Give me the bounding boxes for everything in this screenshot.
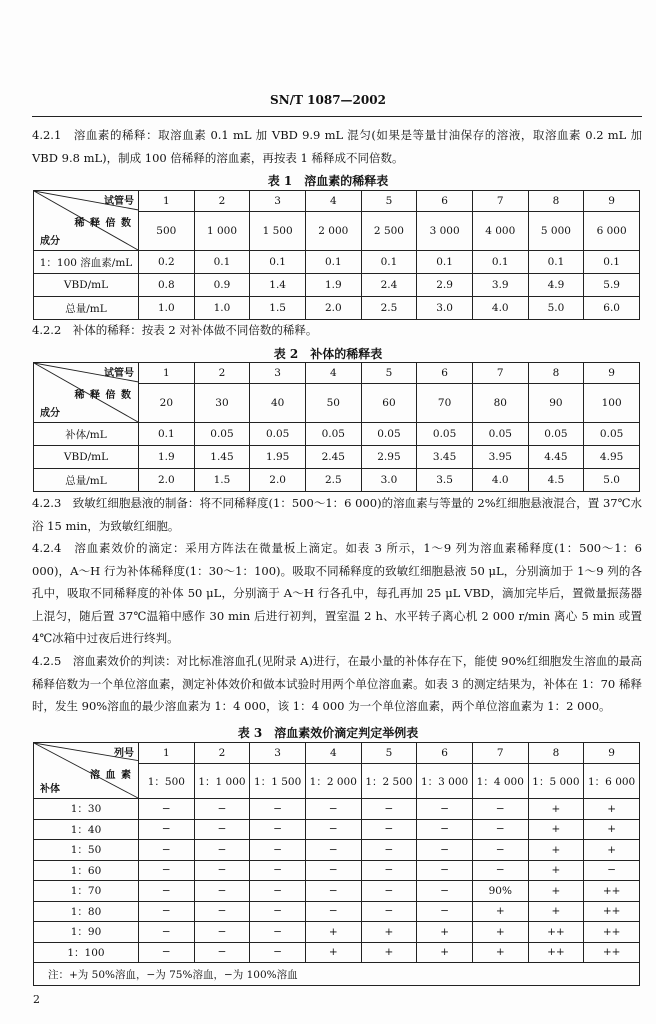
- column-number: 1: [139, 191, 195, 212]
- table-cell: 6.0: [584, 297, 640, 320]
- table1-hemolysin-dilution: [33, 190, 640, 320]
- table-cell: 0.1: [584, 251, 640, 274]
- table3-titer-example: [33, 742, 640, 986]
- column-number: 3: [250, 191, 306, 212]
- table-cell: 5.0: [528, 297, 584, 320]
- dilution-cell: 1：1 000: [194, 764, 250, 799]
- table-cell: 2.0: [305, 297, 361, 320]
- table-row: [34, 446, 640, 469]
- column-number: 9: [584, 743, 640, 764]
- table-cell: +: [528, 860, 584, 881]
- dilution-cell: 1：3 000: [417, 764, 473, 799]
- table-cell: 4.9: [528, 274, 584, 297]
- table-cell: −: [194, 881, 250, 902]
- column-number: 3: [250, 363, 306, 384]
- table-cell: 0.05: [417, 423, 473, 446]
- table-cell: ++: [528, 922, 584, 943]
- diagonal-header: [34, 191, 138, 250]
- table-cell: 1.45: [194, 446, 250, 469]
- table-cell: 0.05: [361, 423, 417, 446]
- table-cell: 0.05: [472, 423, 528, 446]
- table-cell: −: [194, 799, 250, 820]
- table-cell: −: [361, 799, 417, 820]
- column-number: 8: [528, 743, 584, 764]
- column-number: 2: [194, 363, 250, 384]
- column-number: 3: [250, 743, 306, 764]
- table-cell: −: [139, 819, 195, 840]
- table-cell: 0.1: [139, 423, 195, 446]
- table-cell: 1.4: [250, 274, 306, 297]
- column-number: 4: [305, 191, 361, 212]
- table-cell: +: [528, 799, 584, 820]
- dilution-cell: 6 000: [584, 212, 640, 251]
- table-cell: 2.5: [361, 297, 417, 320]
- column-number: 5: [361, 743, 417, 764]
- dilution-cell: 100: [584, 384, 640, 423]
- table-cell: +: [584, 840, 640, 861]
- table-cell: −: [194, 840, 250, 861]
- table-cell: 5.0: [584, 469, 640, 492]
- table-cell: +: [584, 819, 640, 840]
- table-row: [34, 860, 640, 881]
- section-4-2-1: 4.2.1 溶血素的稀释：取溶血素 0.1 mL 加 VBD 9.9 mL 混匀(如果是等量甘油保存的溶液，取溶血素 0.2 mL 加 VBD 9.8 mL)，制成 100 倍稀释的溶血素，再按表 1 稀释成不同倍数。: [32, 128, 642, 165]
- row-label: 1：80: [34, 901, 139, 922]
- table-cell: 1.0: [139, 297, 195, 320]
- dilution-cell: 50: [305, 384, 361, 423]
- table-cell: −: [472, 799, 528, 820]
- column-number: 9: [584, 191, 640, 212]
- corner-label-top: 试管号: [104, 368, 134, 379]
- table-cell: −: [139, 799, 195, 820]
- row-label: 总量/mL: [34, 297, 139, 320]
- table-cell: 2.5: [305, 469, 361, 492]
- dilution-cell: 40: [250, 384, 306, 423]
- table-cell: 1.5: [250, 297, 306, 320]
- column-number: 2: [194, 191, 250, 212]
- table-cell: 1.0: [194, 297, 250, 320]
- table-cell: 2.0: [139, 469, 195, 492]
- dilution-cell: 3 000: [417, 212, 473, 251]
- corner-label-bottom: 成分: [40, 236, 60, 247]
- dilution-cell: 2 000: [305, 212, 361, 251]
- table-cell: 0.8: [139, 274, 195, 297]
- row-label: 1：100: [34, 942, 139, 963]
- corner-label-bottom: 成分: [40, 408, 60, 419]
- table-cell: 2.0: [250, 469, 306, 492]
- column-number: 1: [139, 743, 195, 764]
- table-cell: 4.0: [472, 297, 528, 320]
- table-cell: 3.0: [417, 297, 473, 320]
- table-cell: +: [361, 922, 417, 943]
- table-cell: 3.5: [417, 469, 473, 492]
- table-cell: −: [584, 860, 640, 881]
- table-cell: +: [417, 922, 473, 943]
- table-cell: −: [250, 799, 306, 820]
- column-number: 1: [139, 363, 195, 384]
- table-cell: ++: [584, 881, 640, 902]
- column-number: 8: [528, 363, 584, 384]
- table-row: [34, 297, 640, 320]
- table-cell: −: [139, 840, 195, 861]
- table-cell: 3.45: [417, 446, 473, 469]
- table-cell: −: [250, 881, 306, 902]
- dilution-cell: 1：1 500: [250, 764, 306, 799]
- dilution-cell: 5 000: [528, 212, 584, 251]
- table-cell: 4.95: [584, 446, 640, 469]
- table-cell: −: [417, 901, 473, 922]
- diagonal-header-cell: [34, 363, 139, 423]
- dilution-cell: 1：2 000: [305, 764, 361, 799]
- table-cell: −: [305, 860, 361, 881]
- column-number: 8: [528, 191, 584, 212]
- column-number: 5: [361, 363, 417, 384]
- column-number: 4: [305, 743, 361, 764]
- table-cell: −: [305, 799, 361, 820]
- column-number: 7: [472, 191, 528, 212]
- table-cell: −: [194, 922, 250, 943]
- table-cell: −: [250, 942, 306, 963]
- table-cell: 3.9: [472, 274, 528, 297]
- table-cell: +: [472, 942, 528, 963]
- diagonal-header: [34, 363, 138, 422]
- table-cell: +: [417, 942, 473, 963]
- row-label: VBD/mL: [34, 274, 139, 297]
- dilution-cell: 20: [139, 384, 195, 423]
- row-label: 总量/mL: [34, 469, 139, 492]
- table-cell: −: [139, 881, 195, 902]
- section-4-2-4: 4.2.4 溶血素效价的滴定：采用方阵法在微量板上滴定。如表 3 所示，1～9 列为溶血素稀释度(1：500～1：6 000)，A～H 行为补体稀释度(1：30～1：100)。吸取不同稀释度的致敏红细胞悬液 50 μL，分别滴加于 1～9 列的各孔中，吸取不同稀释度的补体 50 μL，分别滴于 A～H 行各孔中，每孔再加 25 μL VBD，滴加完毕后，置微量振荡器上混匀，随后置 37℃温箱中感作 30 min 后进行初判，置室温 2 h、水平转子离心机 2 000 r/min 离心 5 min 或置 4℃冰箱中过夜后进行终判。: [32, 541, 642, 645]
- table-cell: 0.1: [305, 251, 361, 274]
- table-cell: 0.1: [194, 251, 250, 274]
- table-row: [34, 881, 640, 902]
- table-cell: 0.05: [305, 423, 361, 446]
- table-cell: −: [194, 942, 250, 963]
- table-cell: +: [584, 799, 640, 820]
- table-cell: −: [472, 819, 528, 840]
- row-label: 1：30: [34, 799, 139, 820]
- table-cell: 0.1: [361, 251, 417, 274]
- table-row: [34, 251, 640, 274]
- table-cell: −: [250, 901, 306, 922]
- column-number: 9: [584, 363, 640, 384]
- table-cell: +: [472, 922, 528, 943]
- section-4-2-2: 4.2.2 补体的稀释：按表 2 对补体做不同倍数的稀释。: [32, 323, 318, 337]
- row-label: 1：70: [34, 881, 139, 902]
- dilution-cell: 90: [528, 384, 584, 423]
- table-cell: −: [305, 819, 361, 840]
- table-cell: 2.9: [417, 274, 473, 297]
- column-number: 2: [194, 743, 250, 764]
- table-cell: 4.5: [528, 469, 584, 492]
- dilution-cell: 1：6 000: [584, 764, 640, 799]
- table2-caption: 表 2 补体的稀释表: [273, 347, 383, 361]
- column-number: 6: [417, 191, 473, 212]
- table-cell: +: [361, 942, 417, 963]
- dilution-cell: 1：500: [139, 764, 195, 799]
- table2-complement-dilution: [33, 362, 640, 492]
- dilution-cell: 500: [139, 212, 195, 251]
- row-label: 1：90: [34, 922, 139, 943]
- header-row-numbers: [34, 363, 640, 384]
- dilution-cell: 80: [472, 384, 528, 423]
- table-cell: −: [305, 840, 361, 861]
- table-cell: +: [528, 901, 584, 922]
- table-row: [34, 840, 640, 861]
- table1-caption: 表 1 溶血素的稀释表: [267, 174, 389, 188]
- table-row: [34, 469, 640, 492]
- table-cell: 5.9: [584, 274, 640, 297]
- dilution-cell: 1 500: [250, 212, 306, 251]
- table-cell: −: [194, 860, 250, 881]
- row-label: 1：40: [34, 819, 139, 840]
- table-row: [34, 922, 640, 943]
- table-cell: +: [528, 881, 584, 902]
- table-cell: 3.95: [472, 446, 528, 469]
- table-cell: ++: [584, 942, 640, 963]
- table-cell: 0.1: [472, 251, 528, 274]
- row-label: 1：50: [34, 840, 139, 861]
- column-number: 4: [305, 363, 361, 384]
- dilution-cell: 1：5 000: [528, 764, 584, 799]
- table-row: [34, 423, 640, 446]
- column-number: 6: [417, 363, 473, 384]
- dilution-cell: 30: [194, 384, 250, 423]
- standard-header: SN/T 1087—2002: [270, 93, 386, 107]
- table-cell: +: [472, 901, 528, 922]
- diagonal-header: [34, 743, 138, 798]
- table-row: [34, 274, 640, 297]
- table-row: [34, 819, 640, 840]
- table-cell: −: [139, 942, 195, 963]
- table-cell: 0.2: [139, 251, 195, 274]
- corner-label-top: 列号: [114, 748, 134, 759]
- table-cell: −: [361, 840, 417, 861]
- corner-label-bottom: 补体: [40, 784, 60, 795]
- table-cell: 0.05: [584, 423, 640, 446]
- table-cell: +: [305, 942, 361, 963]
- table-cell: −: [194, 819, 250, 840]
- table-cell: −: [361, 860, 417, 881]
- column-number: 5: [361, 191, 417, 212]
- row-label: 补体/mL: [34, 423, 139, 446]
- row-label: 1：60: [34, 860, 139, 881]
- table-note: 注：+为 50%溶血，−为 75%溶血，−为 100%溶血: [34, 963, 640, 986]
- table-cell: 1.5: [194, 469, 250, 492]
- table-cell: −: [250, 922, 306, 943]
- table-cell: −: [305, 901, 361, 922]
- corner-label-middle: 稀 释 倍 数: [74, 390, 132, 401]
- corner-label-middle: 溶 血 素: [90, 770, 132, 781]
- dilution-cell: 2 500: [361, 212, 417, 251]
- table-row: [34, 901, 640, 922]
- header-rule: [32, 116, 642, 117]
- table-cell: −: [139, 860, 195, 881]
- table-cell: 1.95: [250, 446, 306, 469]
- section-4-2-3: 4.2.3 致敏红细胞悬液的制备：将不同稀释度(1：500～1：6 000)的溶血素与等量的 2%红细胞悬液混合，置 37℃水浴 15 min，为致敏红细胞。: [32, 496, 642, 533]
- table-cell: 1.9: [139, 446, 195, 469]
- table-cell: −: [417, 881, 473, 902]
- table3-caption: 表 3 溶血素效价滴定判定举例表: [237, 726, 419, 740]
- corner-label-middle: 稀 释 倍 数: [74, 218, 132, 229]
- note-row: [34, 963, 640, 986]
- table-cell: −: [417, 860, 473, 881]
- table-cell: 0.05: [528, 423, 584, 446]
- table-cell: −: [417, 819, 473, 840]
- table-row: [34, 799, 640, 820]
- page-number: 2: [33, 993, 40, 1006]
- table-cell: −: [305, 881, 361, 902]
- column-number: 7: [472, 743, 528, 764]
- dilution-cell: 4 000: [472, 212, 528, 251]
- table-row: [34, 942, 640, 963]
- table-cell: 2.4: [361, 274, 417, 297]
- table-cell: −: [417, 799, 473, 820]
- table-cell: 2.95: [361, 446, 417, 469]
- table-cell: 0.05: [250, 423, 306, 446]
- table-cell: 0.1: [417, 251, 473, 274]
- dilution-cell: 70: [417, 384, 473, 423]
- diagonal-header-cell: [34, 743, 139, 799]
- table-cell: 0.1: [250, 251, 306, 274]
- diagonal-header-cell: [34, 191, 139, 251]
- table-cell: −: [361, 881, 417, 902]
- table-cell: 3.0: [361, 469, 417, 492]
- table-cell: −: [139, 922, 195, 943]
- table-cell: 0.05: [194, 423, 250, 446]
- column-number: 7: [472, 363, 528, 384]
- table-cell: ++: [584, 901, 640, 922]
- table-cell: 4.45: [528, 446, 584, 469]
- table-cell: 0.1: [528, 251, 584, 274]
- dilution-cell: 1：2 500: [361, 764, 417, 799]
- table-cell: ++: [584, 922, 640, 943]
- table-cell: +: [528, 840, 584, 861]
- corner-label-top: 试管号: [104, 196, 134, 207]
- table-cell: −: [250, 819, 306, 840]
- table-cell: 2.45: [305, 446, 361, 469]
- table-cell: ++: [528, 942, 584, 963]
- table-cell: −: [194, 901, 250, 922]
- column-number: 6: [417, 743, 473, 764]
- table-cell: +: [528, 819, 584, 840]
- table-cell: −: [361, 901, 417, 922]
- table-cell: 0.9: [194, 274, 250, 297]
- table-cell: 4.0: [472, 469, 528, 492]
- table-cell: 1.9: [305, 274, 361, 297]
- header-row-numbers: [34, 191, 640, 212]
- table-cell: 90%: [472, 881, 528, 902]
- table-cell: −: [250, 840, 306, 861]
- table-cell: −: [139, 901, 195, 922]
- dilution-cell: 1 000: [194, 212, 250, 251]
- table-cell: −: [361, 819, 417, 840]
- row-label: 1：100 溶血素/mL: [34, 251, 139, 274]
- table-cell: +: [305, 922, 361, 943]
- section-4-2-5: 4.2.5 溶血素效价的判读：对比标准溶血孔(见附录 A)进行，在最小量的补体存在下，能使 90%红细胞发生溶血的最高稀释倍数为一个单位溶血素，测定补体效价和做本试验时用两个单位溶血素。如表 3 的测定结果为，补体在 1：70 稀释时，发生 90%溶血的最少溶血素为 1：4 000，该 1：4 000 为一个单位溶血素，两个单位溶血素为 1：2 000。: [32, 654, 642, 713]
- row-label: VBD/mL: [34, 446, 139, 469]
- header-row-numbers: [34, 743, 640, 764]
- table-cell: −: [472, 840, 528, 861]
- dilution-cell: 1：4 000: [472, 764, 528, 799]
- dilution-cell: 60: [361, 384, 417, 423]
- table-cell: −: [417, 840, 473, 861]
- table-cell: −: [472, 860, 528, 881]
- table-cell: −: [250, 860, 306, 881]
